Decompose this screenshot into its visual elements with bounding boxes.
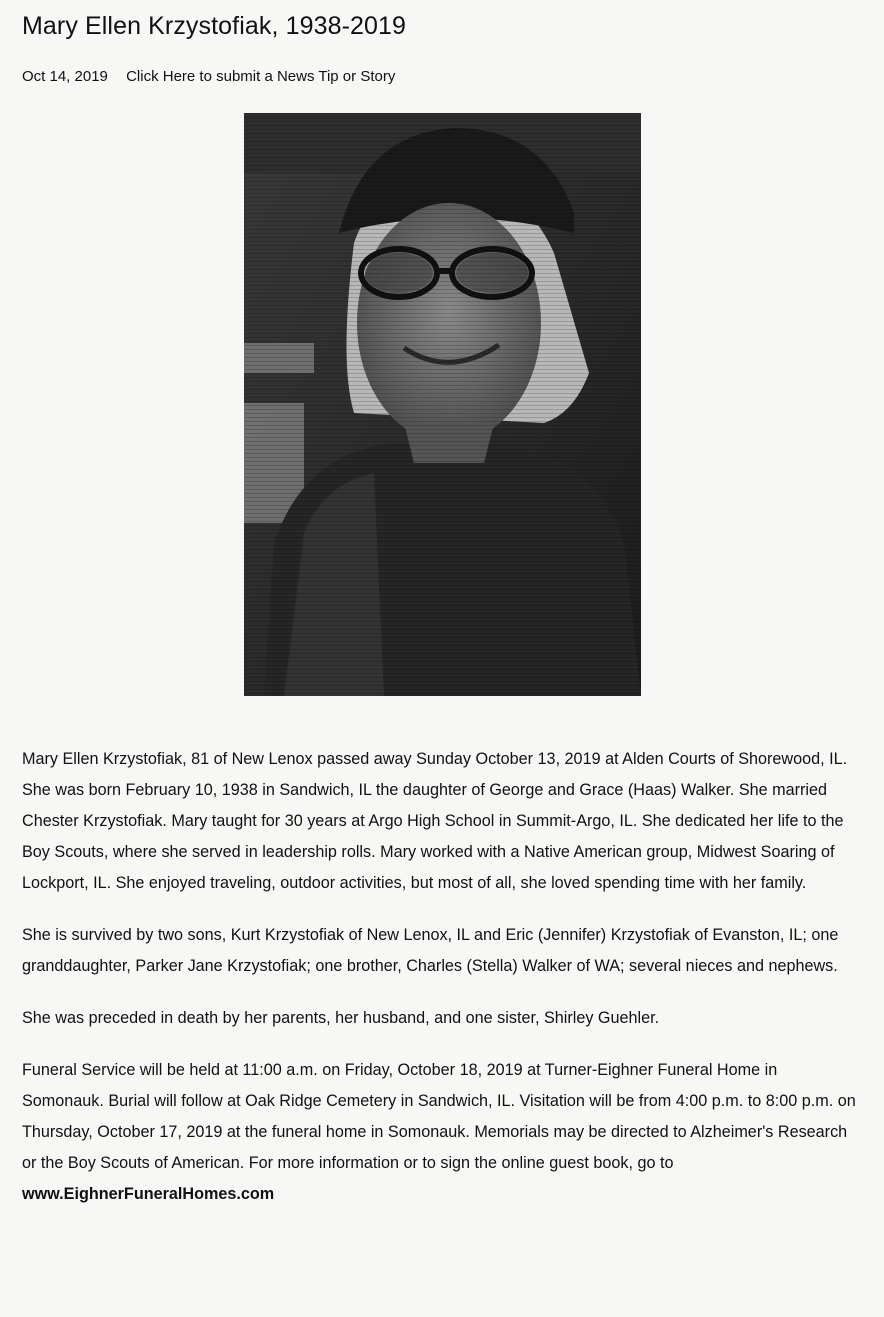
obituary-body (22, 744, 862, 1231)
news-tip-link[interactable]: Click Here to submit a News Tip or Story (126, 68, 396, 85)
portrait-photo (244, 113, 641, 696)
portrait-image (244, 113, 641, 696)
paragraph-biography: Mary Ellen Krzystofiak, 81 of New Lenox passed away Sunday October 13, 2019 at Alden Courts of Shorewood, IL. She was born February 10, 1938 in Sandwich, IL the daughter of George and Grace (Haas) Walker. She married Chester Krzystofiak. Mary taught for 30 years at Argo High School in Summit-Argo, IL. She dedicated her life to the Boy Scouts, where she served in leadership rolls. Mary worked with a Native American group, Midwest Soaring of Lockport, IL. She enjoyed traveling, outdoor activities, but most of all, she loved spending time with her family. (22, 750, 848, 892)
page-title: Mary Ellen Krzystofiak, 1938-2019 (22, 12, 407, 40)
paragraph-services (22, 1055, 862, 1210)
paragraph-survivors: She is survived by two sons, Kurt Krzystofiak of New Lenox, IL and Eric (Jennifer) Krzystofiak of Evanston, IL; one granddaughter, Parker Jane Krzystofiak; one brother, Charles (Stella) Walker of WA; several nieces and nephews. (22, 926, 839, 975)
article-meta (22, 68, 395, 85)
funeral-home-link[interactable]: www.EighnerFuneralHomes.com (22, 1185, 275, 1203)
publish-date: Oct 14, 2019 (22, 68, 108, 85)
services-text: Funeral Service will be held at 11:00 a.m. on Friday, October 18, 2019 at Turner-Eighner Funeral Home in Somonauk. Burial will follow at Oak Ridge Cemetery in Sandwich, IL. Visitation will be from 4:00 p.m. to 8:00 p.m. on Thursday, October 17, 2019 at the funeral home in Somonauk. Memorials may be directed to Alzheimer's Research or the Boy Scouts of American. For more information or to sign the online guest book, go to (22, 1061, 856, 1172)
paragraph-preceded: She was preceded in death by her parents, her husband, and one sister, Shirley Guehler. (22, 1009, 660, 1027)
